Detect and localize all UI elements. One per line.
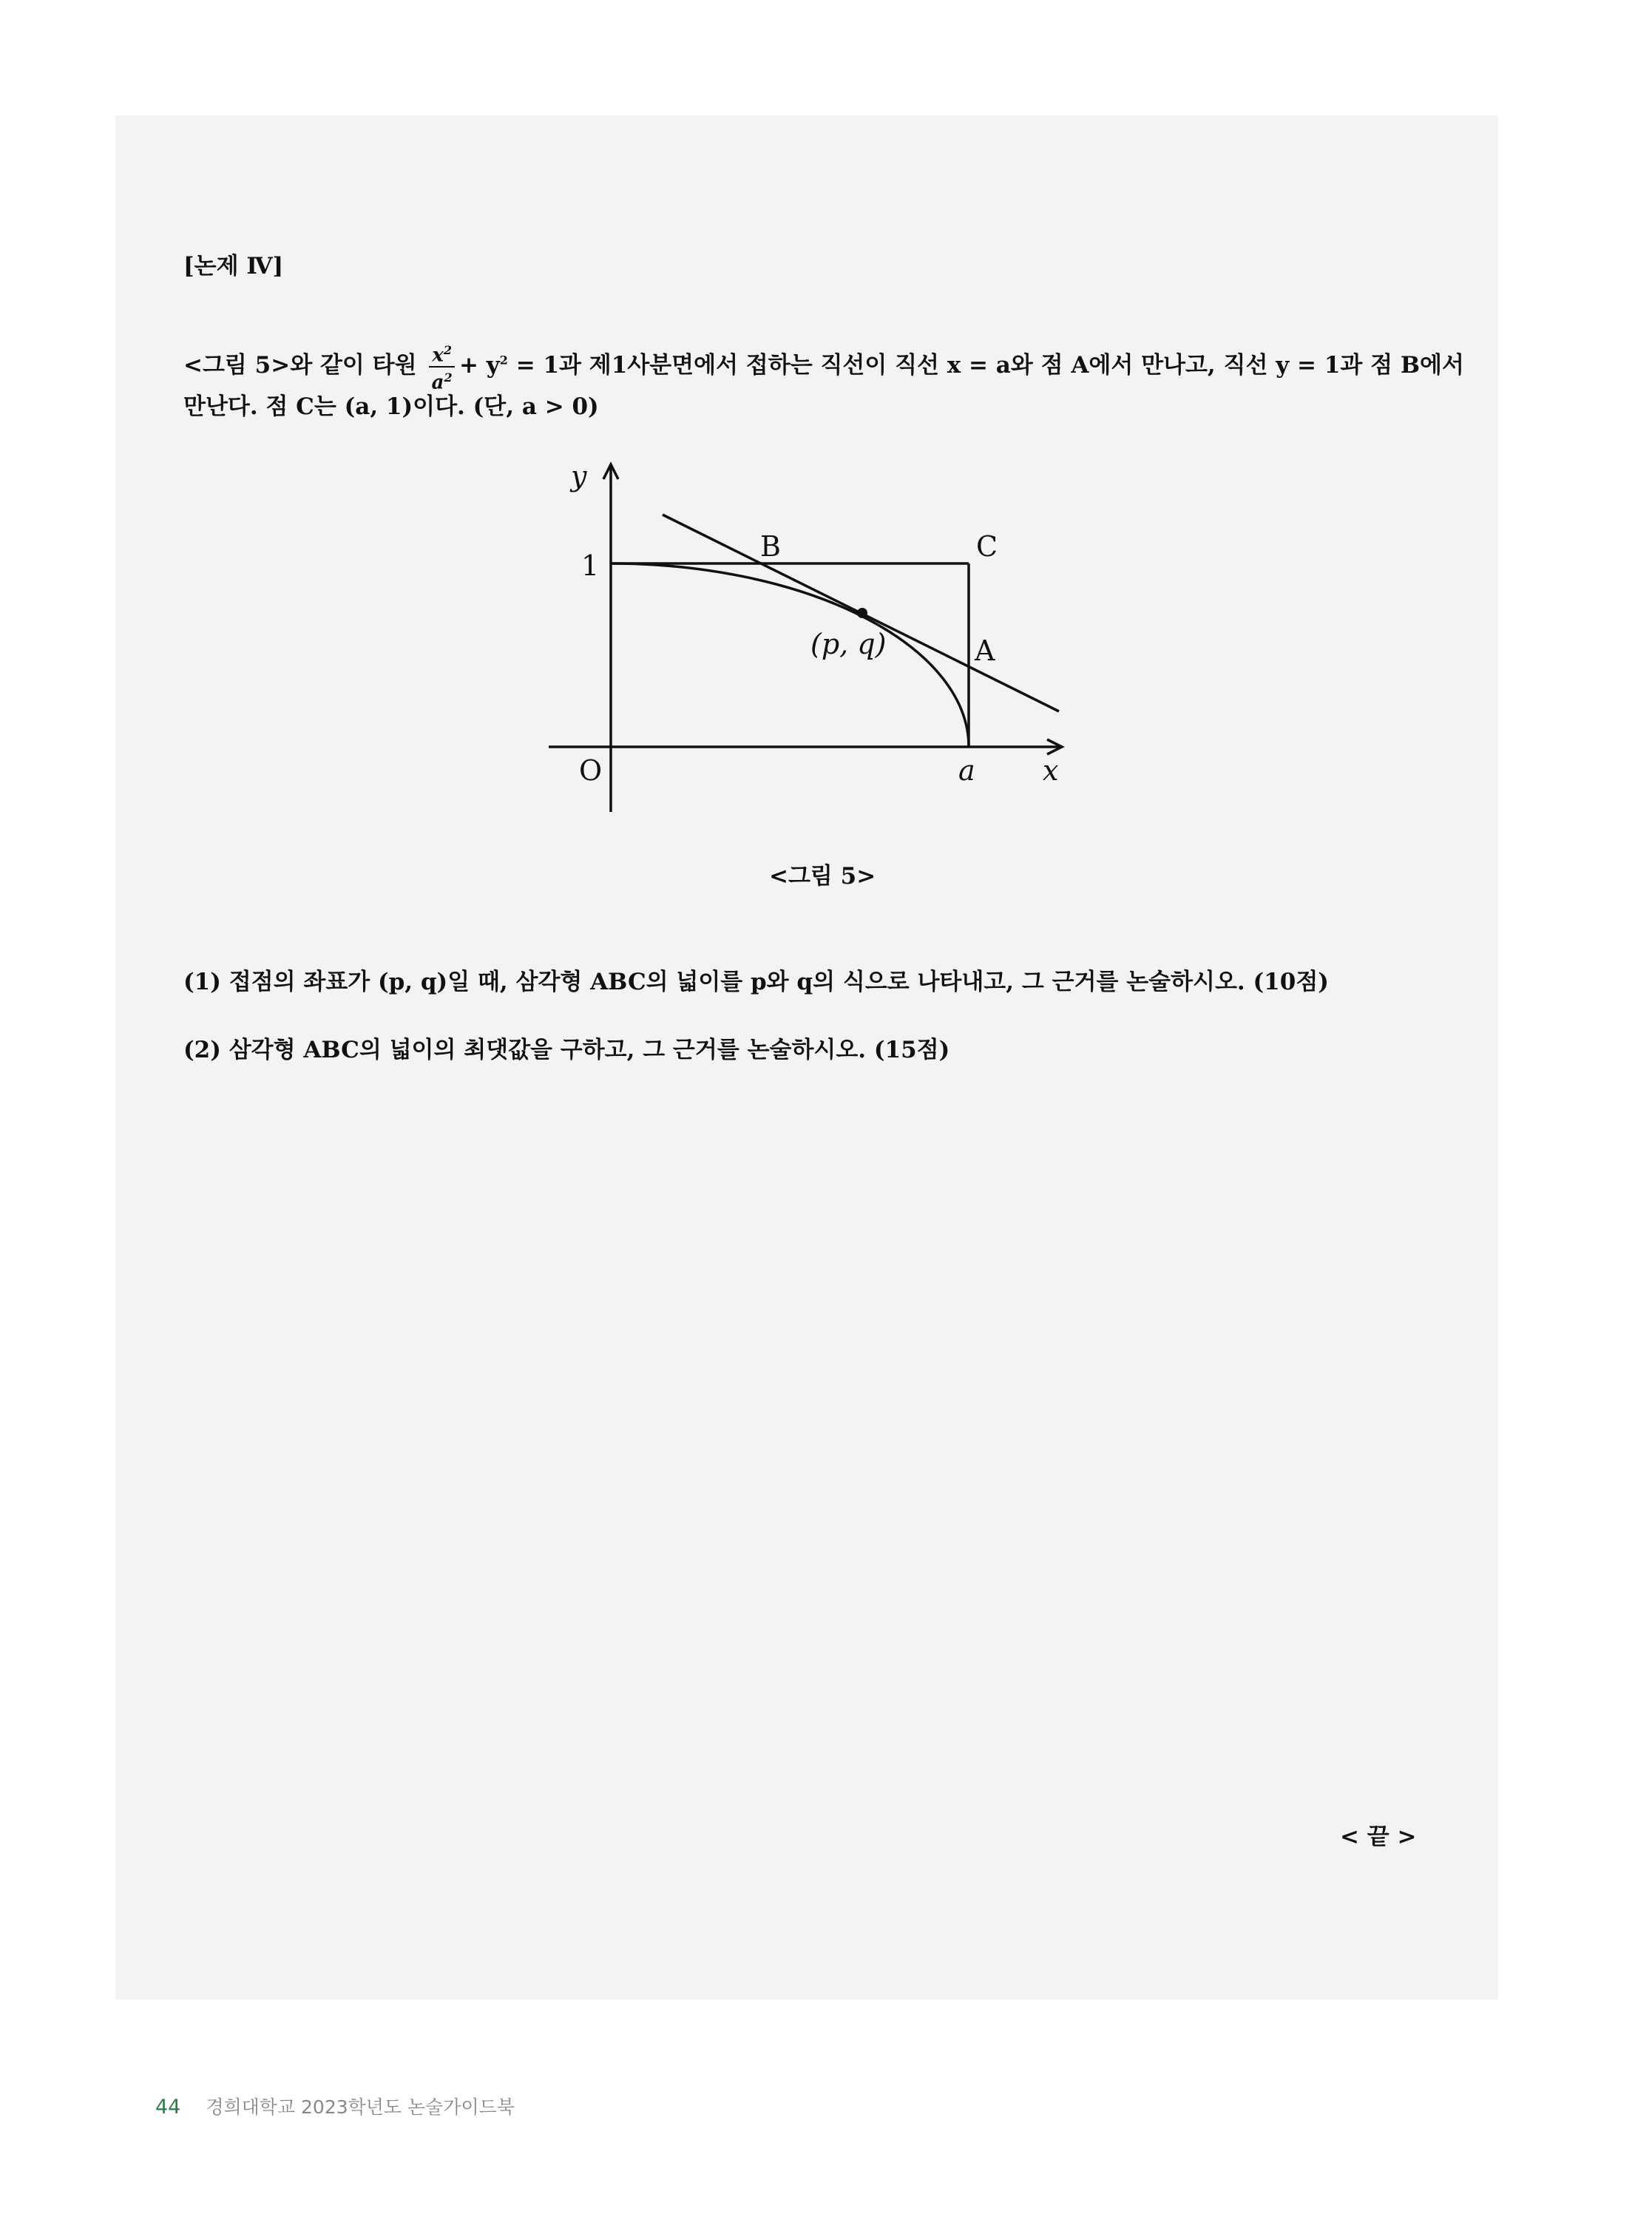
problem-title: [논제 Ⅳ] [183, 253, 284, 280]
book-title: 경희대학교 2023학년도 논술가이드북 [206, 2096, 515, 2118]
label-a: a [958, 754, 975, 787]
label-y-axis: y [571, 460, 587, 492]
label-point-C: C [976, 530, 998, 563]
label-point-A: A [975, 634, 995, 667]
label-x-axis: x [1043, 754, 1059, 787]
page-number: 44 [155, 2096, 181, 2119]
label-one: 1 [581, 549, 600, 582]
intro-text-start: <그림 5>와 같이 타원 [183, 352, 417, 379]
label-origin: O [579, 754, 603, 787]
ellipse-formula-rest: + $y^2$ [458, 352, 508, 379]
label-point-B: B [760, 530, 781, 563]
end-mark: < 끝 > [1340, 1824, 1417, 1850]
intro-text-end: = 1과 제1사분면에서 접하는 직선이 직선 x = a와 점 A에서 만나고, 직선 y = 1과 점 B에서 [507, 352, 1464, 379]
figure-caption: <그림 5> [769, 863, 876, 890]
tangent-point [857, 608, 867, 618]
question-1: (1) 접점의 좌표가 (p, q)일 때, 삼각형 ABC의 넓이를 p와 q의 식으로 나타내고, 그 근거를 논술하시오. (10점) [183, 969, 1329, 995]
fraction-numerator: $x^2$ [429, 340, 455, 368]
question-2: (2) 삼각형 ABC의 넓이의 최댓값을 구하고, 그 근거를 논술하시오. (15점) [183, 1037, 950, 1063]
page-footer [155, 2093, 515, 2119]
problem-intro-line2: 만난다. 점 C는 (a, 1)이다. (단, a > 0) [183, 393, 599, 420]
fraction-denominator: $a^2$ [431, 370, 453, 394]
ellipse-arc [611, 563, 969, 747]
label-tangent-point: (p, q) [810, 628, 887, 660]
